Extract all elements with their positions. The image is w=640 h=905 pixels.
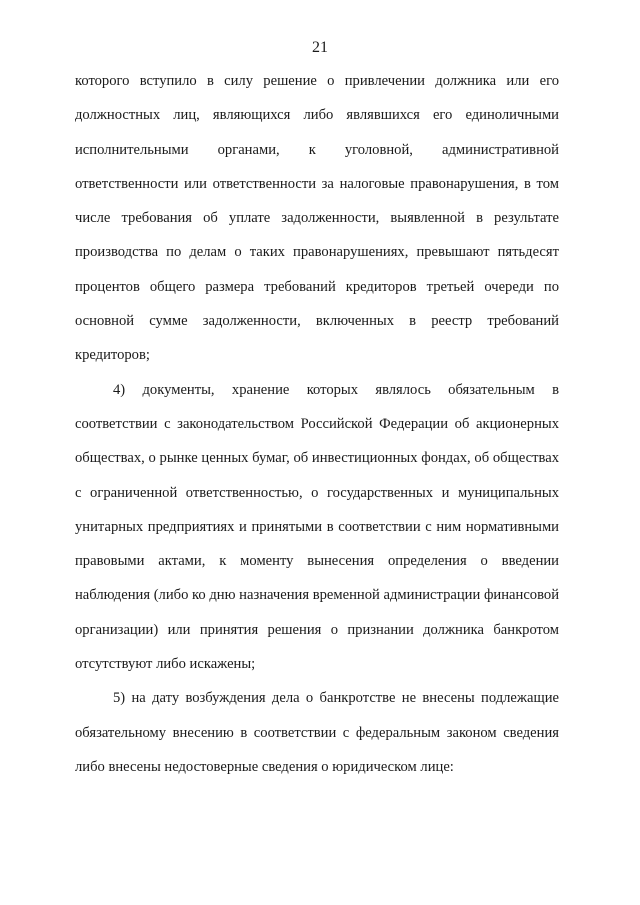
paragraph-item-4: 4) документы, хранение которых являлось обязательным в соответствии с законодательством Российской Федерации об акционерных обществах, о рынке ценных бумаг, об инвестиционных фондах, об обществах с ограниченной ответственностью, о государственных и муниципальных унитарных предприятиях и принятыми в соответствии с ним нормативными правовыми актами, к моменту вынесения определения о введении наблюдения (либо ко дню назначения временной администрации финансовой организации) или принятия решения о признании должника банкротом отсутствуют либо искажены;	[75, 381, 559, 673]
paragraph-item-5: 5) на дату возбуждения дела о банкротстве не внесены подлежащие обязательному внесению в соответствии с федеральным законом сведения либо внесены недостоверные сведения о юридическом лице:	[75, 690, 559, 775]
paragraph-continuation: которого вступило в силу решение о привлечении должника или его должностных лиц, являющихся либо являвшихся его единоличными исполнительными органами, к уголовной, административной ответственности или ответственности за налоговые правонарушения, в том числе требования об уплате задолженности, выявленной в результате производства по делам о таких правонарушениях, превышают пятьдесят процентов общего размера требований кредиторов третьей очереди по основной сумме задолженности, включенных в реестр требований кредиторов;	[75, 73, 559, 364]
page-number: 21	[312, 39, 328, 56]
document-body	[75, 64, 559, 784]
